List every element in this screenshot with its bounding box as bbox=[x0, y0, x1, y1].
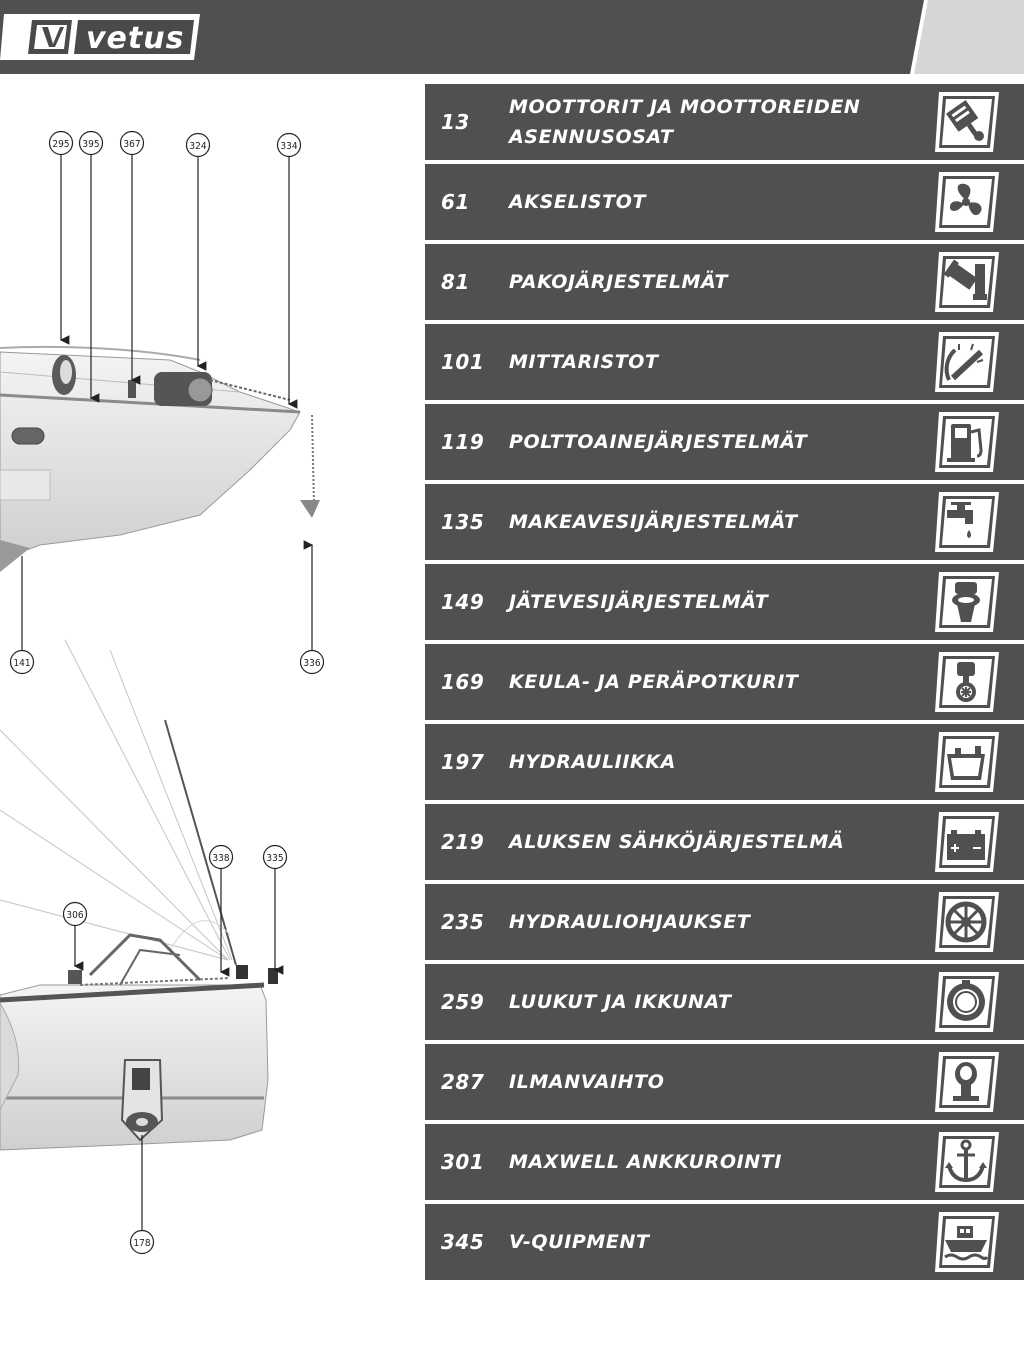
toc-page-number: 169 bbox=[441, 670, 485, 694]
toc-page-number: 219 bbox=[441, 830, 485, 854]
toc-page-number: 287 bbox=[441, 1070, 485, 1094]
toc-row-v-quipment[interactable] bbox=[425, 1204, 1024, 1280]
toc-row-fresh-water[interactable] bbox=[425, 484, 1024, 560]
callout-395 bbox=[80, 132, 103, 155]
toc-row-hydraulics[interactable] bbox=[425, 724, 1024, 800]
engine-piston-icon bbox=[935, 90, 1001, 154]
ventilator-icon bbox=[935, 1050, 1001, 1114]
svg-text:338: 338 bbox=[212, 853, 230, 864]
toc-row-thrusters[interactable] bbox=[425, 644, 1024, 720]
fuel-pump-icon bbox=[935, 410, 1001, 474]
toc-title: PAKOJÄRJESTELMÄT bbox=[509, 271, 729, 293]
toc-page-number: 81 bbox=[441, 270, 470, 294]
section-index bbox=[425, 84, 1024, 1284]
toc-title: AKSELISTOT bbox=[509, 191, 647, 213]
toc-row-anchoring[interactable] bbox=[425, 1124, 1024, 1200]
toc-title: POLTTOAINEJÄRJESTELMÄT bbox=[509, 431, 808, 453]
boat-icon bbox=[935, 1210, 1001, 1274]
anchor-icon bbox=[935, 1130, 1001, 1194]
toc-page-number: 235 bbox=[441, 910, 485, 934]
toc-title: KEULA- JA PERÄPOTKURIT bbox=[509, 671, 799, 693]
svg-text:306: 306 bbox=[66, 910, 84, 921]
toc-title: ILMANVAIHTO bbox=[509, 1071, 665, 1093]
toc-title: HYDRAULIOHJAUKSET bbox=[509, 911, 751, 933]
steering-wheel-icon bbox=[935, 890, 1001, 954]
toc-title: JÄTEVESIJÄRJESTELMÄT bbox=[509, 591, 769, 613]
callout-295 bbox=[50, 132, 73, 155]
vetus-logo bbox=[0, 14, 200, 60]
water-tap-icon bbox=[935, 490, 1001, 554]
toc-row-electrical[interactable] bbox=[425, 804, 1024, 880]
callout-334 bbox=[278, 134, 301, 157]
toc-title-line: MOOTTORIT JA MOOTTOREIDEN bbox=[509, 96, 861, 118]
toc-row-engines[interactable] bbox=[425, 84, 1024, 160]
header-bar bbox=[0, 0, 1024, 74]
svg-text:367: 367 bbox=[123, 139, 141, 150]
toc-row-steering[interactable] bbox=[425, 884, 1024, 960]
svg-text:178: 178 bbox=[133, 1238, 151, 1249]
exhaust-icon bbox=[935, 250, 1001, 314]
toc-row-waste-water[interactable] bbox=[425, 564, 1024, 640]
toc-title: MAKEAVESIJÄRJESTELMÄT bbox=[509, 511, 798, 533]
svg-text:336: 336 bbox=[303, 658, 321, 669]
rigging-lines bbox=[0, 640, 236, 965]
porthole-icon bbox=[935, 970, 1001, 1034]
lower-boat-hull bbox=[0, 935, 278, 1150]
toc-row-hatches[interactable] bbox=[425, 964, 1024, 1040]
toc-page-number: 61 bbox=[441, 190, 470, 214]
battery-icon bbox=[935, 810, 1001, 874]
svg-text:334: 334 bbox=[280, 141, 298, 152]
callout-367 bbox=[121, 132, 144, 155]
toc-title: MITTARISTOT bbox=[509, 351, 659, 373]
svg-text:141: 141 bbox=[13, 658, 31, 669]
thruster-icon bbox=[935, 650, 1001, 714]
propeller-icon bbox=[935, 170, 1001, 234]
toc-page-number: 149 bbox=[441, 590, 485, 614]
toc-row-instruments[interactable] bbox=[425, 324, 1024, 400]
toc-title: ALUKSEN SÄHKÖJÄRJESTELMÄ bbox=[509, 831, 845, 853]
brand-name: vetus bbox=[86, 21, 185, 56]
toc-title bbox=[509, 84, 929, 160]
toc-page-number: 259 bbox=[441, 990, 485, 1014]
svg-text:324: 324 bbox=[189, 141, 207, 152]
toc-row-ventilation[interactable] bbox=[425, 1044, 1024, 1120]
callout-178 bbox=[131, 1231, 154, 1254]
toc-page-number: 101 bbox=[441, 350, 485, 374]
toc-title: LUUKUT JA IKKUNAT bbox=[509, 991, 732, 1013]
svg-text:295: 295 bbox=[52, 139, 70, 150]
callout-336 bbox=[301, 651, 324, 674]
toc-page-number: 13 bbox=[441, 110, 470, 134]
toc-page-number: 345 bbox=[441, 1230, 485, 1254]
callout-335 bbox=[264, 846, 287, 869]
toc-page-number: 197 bbox=[441, 750, 485, 774]
toc-row-shafts[interactable] bbox=[425, 164, 1024, 240]
svg-text:335: 335 bbox=[266, 853, 284, 864]
svg-text:395: 395 bbox=[82, 139, 100, 150]
toc-title: MAXWELL ANKKUROINTI bbox=[509, 1151, 783, 1173]
toc-row-fuel[interactable] bbox=[425, 404, 1024, 480]
hydraulic-tank-icon bbox=[935, 730, 1001, 794]
callout-338 bbox=[210, 846, 233, 869]
boat-illustration bbox=[0, 74, 425, 1364]
toc-page-number: 119 bbox=[441, 430, 485, 454]
gauge-icon bbox=[935, 330, 1001, 394]
toilet-icon bbox=[935, 570, 1001, 634]
toc-row-exhaust[interactable] bbox=[425, 244, 1024, 320]
toc-page-number: 301 bbox=[441, 1150, 485, 1174]
upper-boat-hull bbox=[0, 347, 320, 572]
toc-page-number: 135 bbox=[441, 510, 485, 534]
toc-title: V-QUIPMENT bbox=[509, 1231, 650, 1253]
toc-title-line: ASENNUSOSAT bbox=[509, 126, 674, 148]
callout-306 bbox=[64, 903, 87, 926]
callout-324 bbox=[187, 134, 210, 157]
callout-141 bbox=[11, 651, 34, 674]
toc-title: HYDRAULIIKKA bbox=[509, 751, 676, 773]
